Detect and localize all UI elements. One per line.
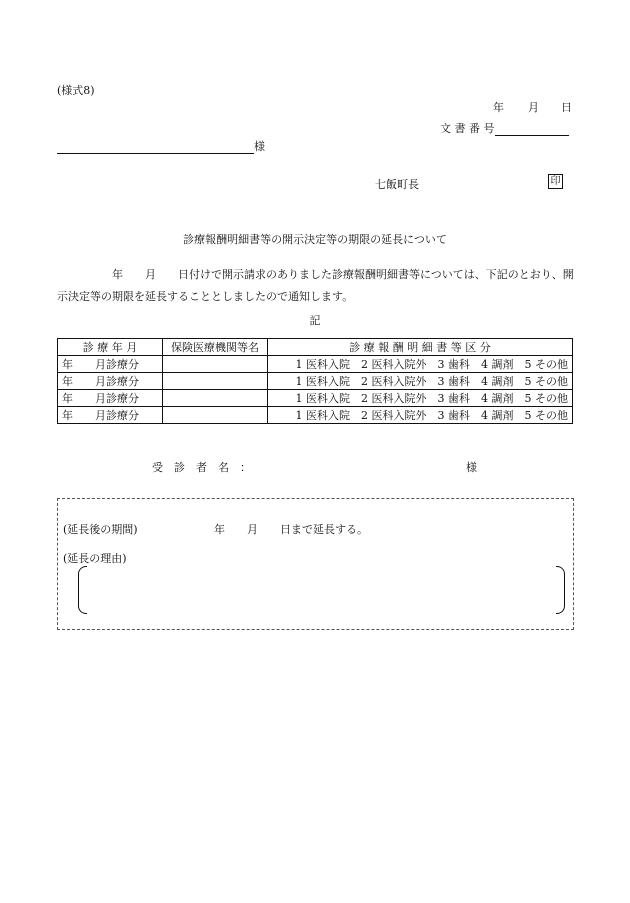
date-year: 年 <box>493 101 504 114</box>
table-row <box>58 390 573 407</box>
table-row <box>58 373 573 390</box>
addressee <box>57 138 265 154</box>
date-month: 月 <box>528 101 539 114</box>
ki-heading: 記 <box>309 314 321 327</box>
cell-institution[interactable] <box>163 373 268 390</box>
cell-institution[interactable] <box>163 390 268 407</box>
body-text: 年 月 日付けで開示請求のありました診療報酬明細書等については、下記のとおり、開示決定等の期限を延長することとしましたので通知します。 <box>57 268 574 303</box>
header-institution: 保険医療機関等名 <box>163 339 268 356</box>
cell-category[interactable]: 1 医科入院 2 医科入院外 3 歯科 4 調剤 5 その他 <box>268 390 573 407</box>
cell-category[interactable]: 1 医科入院 2 医科入院外 3 歯科 4 調剤 5 その他 <box>268 356 573 373</box>
extension-period-value[interactable]: 年 月 日まで延長する。 <box>214 523 368 536</box>
seal-mark: 印 <box>548 174 563 189</box>
form-id: (様式8) <box>57 84 95 97</box>
extension-box <box>57 498 574 630</box>
claims-table <box>57 338 573 424</box>
document-number-field[interactable] <box>495 123 569 136</box>
table-row <box>58 356 573 373</box>
table-row <box>58 407 573 424</box>
cell-treatment-month[interactable]: 年 月診療分 <box>58 407 163 424</box>
reason-bracket-left <box>78 566 87 614</box>
extension-period-label: (延長後の期間) <box>63 523 138 536</box>
cell-treatment-month[interactable]: 年 月診療分 <box>58 390 163 407</box>
cell-category[interactable]: 1 医科入院 2 医科入院外 3 歯科 4 調剤 5 その他 <box>268 407 573 424</box>
header-category: 診 療 報 酬 明 細 書 等 区 分 <box>268 339 573 356</box>
cell-treatment-month[interactable]: 年 月診療分 <box>58 373 163 390</box>
patient-name-suffix: 様 <box>466 461 477 474</box>
reason-bracket-right <box>556 566 565 614</box>
document-number <box>440 120 569 136</box>
date-day: 日 <box>561 101 572 114</box>
document-number-label: 文 書 番 号 <box>440 122 495 135</box>
cell-institution[interactable] <box>163 407 268 424</box>
table-header-row <box>58 339 573 356</box>
extension-reason-label: (延長の理由) <box>63 552 127 565</box>
document-title: 診療報酬明細書等の開示決定等の期限の延長について <box>183 233 447 246</box>
cell-institution[interactable] <box>163 356 268 373</box>
addressee-field[interactable] <box>57 141 254 154</box>
cell-treatment-month[interactable]: 年 月診療分 <box>58 356 163 373</box>
cell-category[interactable]: 1 医科入院 2 医科入院外 3 歯科 4 調剤 5 その他 <box>268 373 573 390</box>
header-treatment-month: 診 療 年 月 <box>58 339 163 356</box>
addressee-suffix: 様 <box>254 140 265 153</box>
patient-name-label: 受 診 者 名 ： <box>152 461 251 474</box>
sender-name: 七飯町長 <box>375 178 419 191</box>
date-line <box>493 99 572 115</box>
